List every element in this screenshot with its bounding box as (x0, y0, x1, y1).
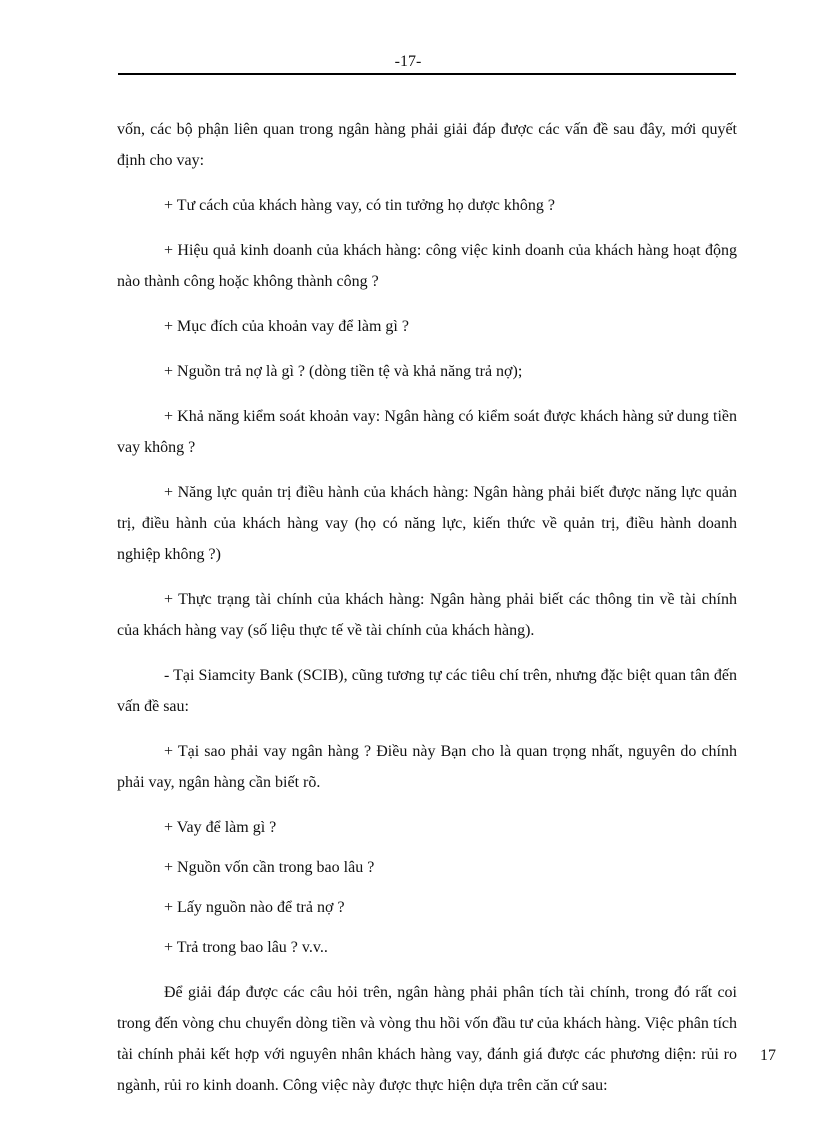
page-header-label: -17- (394, 53, 422, 70)
bullet-item: + Lấy nguồn nào để trả nợ ? (164, 899, 345, 916)
bullet-item: + Thực trạng tài chính của khách hàng: Ngân hàng phải biết các thông tin về tài chính của khách hàng vay (số liệu thực tế về tài chính của khách hàng). (117, 591, 737, 639)
document-body (117, 114, 737, 1115)
bullet-item: + Nguồn trả nợ là gì ? (dòng tiền tệ và khả năng trả nợ); (164, 363, 523, 380)
bullet-item: + Tại sao phải vay ngân hàng ? Điều này Bạn cho là quan trọng nhất, nguyên do chính phải vay, ngân hàng cần biết rõ. (117, 743, 737, 791)
paragraph: Để giải đáp được các câu hỏi trên, ngân hàng phải phân tích tài chính, trong đó rất coi trong đến vòng chu chuyển dòng tiền và vòng thu hồi vốn đầu tư của khách hàng. Việc phân tích tài chính phải kết hợp với nguyên nhân khách hàng vay, đánh giá được các phương diện: rủi ro ngành, rủi ro kinh doanh. Công việc này được thực hiện dựa trên căn cứ sau: (117, 984, 737, 1094)
bullet-item: + Tư cách của khách hàng vay, có tin tưởng họ dược không ? (164, 197, 555, 214)
bullet-item: + Khả năng kiểm soát khoản vay: Ngân hàng có kiểm soát được khách hàng sử dung tiền vay không ? (117, 408, 737, 456)
bullet-item: + Trả trong bao lâu ? v.v.. (164, 939, 328, 956)
bullet-item: + Vay để làm gì ? (164, 819, 277, 836)
bullet-item: + Mục đích của khoản vay để làm gì ? (164, 318, 409, 335)
bullet-item: + Năng lực quản trị điều hành của khách hàng: Ngân hàng phải biết được năng lực quản trị, điều hành của khách hàng vay (họ có năng lực, kiến thức về quản trị, điều hành doanh nghiệp không ?) (117, 484, 737, 563)
bullet-item: + Hiệu quả kinh doanh của khách hàng: công việc kinh doanh của khách hàng hoạt động nào thành công hoặc không thành công ? (117, 242, 737, 290)
bullet-item: + Nguồn vốn cần trong bao lâu ? (164, 859, 375, 876)
page-number: 17 (760, 1047, 776, 1064)
header-rule (118, 73, 736, 75)
paragraph: - Tại Siamcity Bank (SCIB), cũng tương tự các tiêu chí trên, nhưng đặc biệt quan tân đến vấn đề sau: (117, 667, 737, 715)
paragraph: vốn, các bộ phận liên quan trong ngân hàng phải giải đáp được các vấn đề sau đây, mới quyết định cho vay: (117, 121, 737, 169)
